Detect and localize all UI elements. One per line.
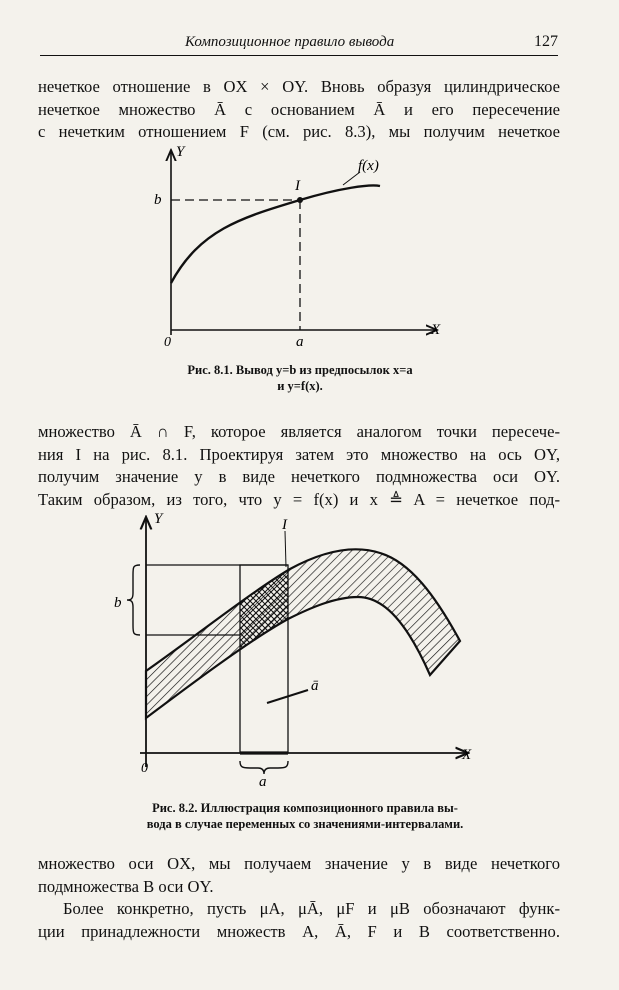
text-line: получим значение y в виде нечеткого подмножества оси OY. <box>38 467 560 487</box>
relation-f-band <box>146 549 460 718</box>
text-line: нечеткое отношение в OX × OY. Вновь образуя цилиндрическое <box>38 77 560 96</box>
y-axis-label: Y <box>154 511 163 527</box>
caption-line: Рис. 8.2. Иллюстрация композиционного правила вы- <box>152 801 458 815</box>
paragraph-2 <box>38 421 560 512</box>
a-brace <box>240 761 288 774</box>
a-bar-label: ā <box>311 678 319 694</box>
origin-label: 0 <box>141 761 148 776</box>
figure-8-2-caption <box>95 800 515 832</box>
paragraph-3 <box>38 853 560 944</box>
figure-8-2 <box>100 505 490 790</box>
running-header-title: Композиционное правило вывода <box>185 34 395 50</box>
figure-8-1 <box>140 140 470 355</box>
text-line: подмножества B оси OY. <box>38 876 214 896</box>
text-line: Таким образом, из того, что y = f(x) и x ≜ A = нечеткое под- <box>38 490 560 510</box>
text-line: нечеткое множество Ā с основанием Ā и его пересечение <box>38 99 560 119</box>
paragraph-1 <box>38 76 560 144</box>
text-line: с нечетким отношением F (см. рис. 8.3), мы получим нечеткое <box>38 122 560 142</box>
a-label: a <box>259 774 267 790</box>
x-axis-label: X <box>462 747 472 763</box>
caption-line: и y=f(x). <box>277 379 323 393</box>
b-label: b <box>154 192 162 208</box>
text-line: множество Ā ∩ F, которое является аналогом точки пересече- <box>38 422 560 441</box>
caption-line: Рис. 8.1. Вывод y=b из предпосылок x=a <box>187 363 413 377</box>
x-axis-label: X <box>431 322 441 338</box>
i-leader-line <box>285 531 286 567</box>
point-i <box>297 197 303 203</box>
page-number: 127 <box>534 33 558 50</box>
curve-label: f(x) <box>358 158 379 174</box>
caption-line: вода в случае переменных со значениями-интервалами. <box>146 817 464 831</box>
text-line: ции принадлежности множеств A, Ā, F и B соответственно. <box>38 922 560 942</box>
point-i-label: I <box>295 178 300 194</box>
figure-8-1-caption <box>150 362 450 394</box>
b-brace <box>127 565 140 635</box>
text-line: множество оси OX, мы получаем значение y в виде нечеткого <box>38 854 560 873</box>
header-rule <box>40 55 558 56</box>
intersection-label: I <box>282 517 287 533</box>
y-axis-label: Y <box>176 144 185 160</box>
a-label: a <box>296 334 304 350</box>
origin-label: 0 <box>164 335 171 350</box>
b-label: b <box>114 595 122 611</box>
text-line: Более конкретно, пусть μA, μĀ, μF и μB обозначают функ- <box>63 899 560 919</box>
text-line: ния I на рис. 8.1. Проектируя затем это множество на ось OY, <box>38 444 560 464</box>
